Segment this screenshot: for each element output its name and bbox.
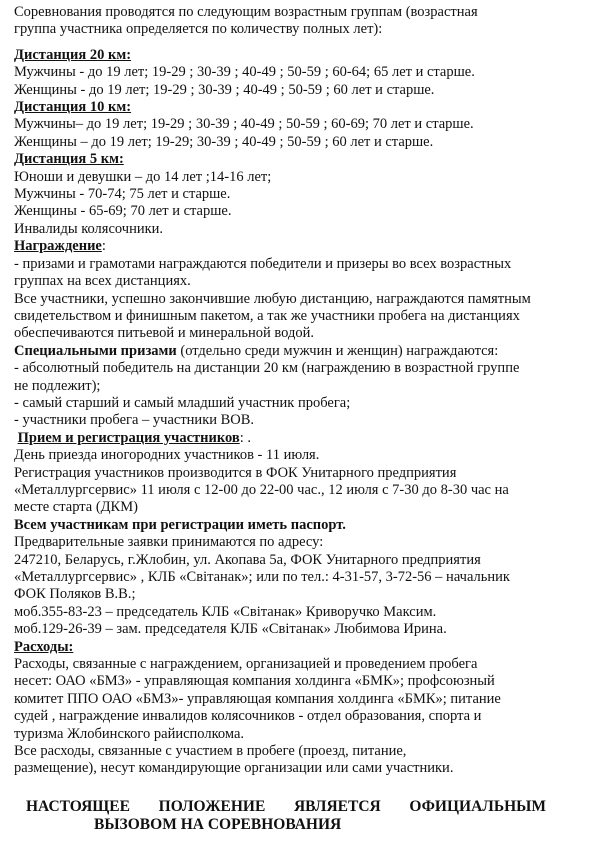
distance-10-women: Женщины – до 19 лет; 19-29; 30-39 ; 40-49 ; 50-59 ; 60 лет и старше. bbox=[14, 133, 434, 150]
distance-5-men: Мужчины - 70-74; 75 лет и старше. bbox=[14, 186, 231, 203]
intro-line-1: Соревнования проводятся по следующим возрастным группам (возрастная bbox=[14, 4, 478, 20]
applications-line-1: Предварительные заявки принимаются по адресу: bbox=[14, 534, 324, 551]
expenses-line-4: судей , награждение инвалидов колясочников - отдел образования, спорта и bbox=[14, 708, 482, 725]
special-prizes-rest: (отдельно среди мужчин и женщин) награждаются: bbox=[176, 342, 499, 359]
passport-requirement: Всем участникам при регистрации иметь паспорт. bbox=[14, 516, 346, 533]
expenses-line-2: несет: ОАО «БМЗ» - управляющая компания холдинга «БМК»; профсоюзный bbox=[14, 673, 495, 690]
distance-20-women: Женщины - до 19 лет; 19-29 ; 30-39 ; 40-49 ; 50-59 ; 60 лет и старше. bbox=[14, 81, 435, 98]
intro-line-2: группа участника определяется по количеству полных лет): bbox=[14, 21, 383, 38]
special-line-1: - абсолютный победитель на дистанции 20 км (награждению в возрастной группе bbox=[14, 360, 520, 377]
registration-line-3: месте старта (ДКМ) bbox=[14, 499, 138, 516]
expenses-line-6: Все расходы, связанные с участием в пробеге (проезд, питание, bbox=[14, 743, 407, 760]
special-line-4: - участники пробега – участники ВОВ. bbox=[14, 412, 255, 429]
distance-20-men: Мужчины - до 19 лет; 19-29 ; 30-39 ; 40-49 ; 50-59 ; 60-64; 65 лет и старше. bbox=[14, 64, 475, 81]
award-line-5: обеспечиваются питьевой и минеральной водой. bbox=[14, 325, 314, 342]
footer-line-2: ВЫЗОВОМ НА СОРЕВНОВАНИЯ bbox=[94, 815, 342, 833]
reception-heading: Прием и регистрация участников bbox=[17, 429, 240, 446]
award-line-1: - призами и грамотами награждаются победители и призеры во всех возрастных bbox=[14, 255, 512, 272]
expenses-heading: Расходы: bbox=[14, 638, 74, 655]
distance-10-heading: Дистанция 10 км: bbox=[14, 99, 132, 116]
reception-heading-tail: : . bbox=[239, 429, 252, 446]
applications-line-4: ФОК Поляков В.В.; bbox=[14, 586, 136, 603]
registration-line-2: «Металлургсервис» 11 июля с 12-00 до 22-00 час., 12 июля с 7-30 до 8-30 час на bbox=[14, 481, 509, 498]
expenses-line-1: Расходы, связанные с награждением, организацией и проведением пробега bbox=[14, 656, 478, 673]
reception-heading-row bbox=[14, 430, 592, 447]
award-heading-colon: : bbox=[101, 238, 106, 255]
distance-5-heading: Дистанция 5 км: bbox=[14, 151, 124, 168]
special-prizes-heading: Специальными призами bbox=[14, 342, 177, 359]
regulation-document bbox=[14, 4, 592, 834]
applications-line-2: 247210, Беларусь, г.Жлобин, ул. Акопава 5а, ФОК Унитарного предприятия bbox=[14, 551, 481, 568]
special-line-3: - самый старший и самый младший участник пробега; bbox=[14, 394, 351, 411]
footer-line-1: НАСТОЯЩЕЕ ПОЛОЖЕНИЕ ЯВЛЯЕТСЯ ОФИЦИАЛЬНЫМ bbox=[26, 797, 546, 815]
distance-5-women: Женщины - 65-69; 70 лет и старше. bbox=[14, 203, 232, 220]
distance-10-men: Мужчины– до 19 лет; 19-29 ; 30-39 ; 40-49 ; 50-59 ; 60-69; 70 лет и старше. bbox=[14, 116, 474, 133]
special-line-2: не подлежит); bbox=[14, 377, 101, 394]
distance-5-wheelchair: Инвалиды колясочники. bbox=[14, 220, 164, 237]
applications-line-5: моб.355-83-23 – председатель КЛБ «Світанак» Криворучко Максим. bbox=[14, 603, 437, 620]
award-heading: Награждение bbox=[14, 238, 102, 255]
applications-line-3: «Металлургсервис» , КЛБ «Світанак»; или по тел.: 4-31-57, 3-72-56 – начальник bbox=[14, 569, 510, 585]
award-line-2: группах на всех дистанциях. bbox=[14, 273, 191, 290]
award-heading-row bbox=[14, 238, 592, 255]
distance-20-heading: Дистанция 20 км: bbox=[14, 46, 132, 63]
expenses-line-7: размещение), несут командирующие организации или сами участники. bbox=[14, 760, 454, 777]
award-line-3: Все участники, успешно закончившие любую дистанцию, награждаются памятным bbox=[14, 290, 531, 307]
registration-line-1: Регистрация участников производится в ФОК Унитарного предприятия bbox=[14, 464, 457, 481]
award-line-4: свидетельством и финишным пакетом, а так же участники пробега на дистанциях bbox=[14, 307, 520, 324]
special-prizes-row bbox=[14, 343, 592, 360]
applications-line-6: моб.129-26-39 – зам. председателя КЛБ «Світанак» Любимова Ирина. bbox=[14, 621, 447, 638]
expenses-line-3: комитет ППО ОАО «БМЗ»- управляющая компания холдинга «БМК»; питание bbox=[14, 690, 501, 707]
distance-5-youth: Юноши и девушки – до 14 лет ;14-16 лет; bbox=[14, 168, 272, 185]
arrival-day: День приезда иногородних участников - 11 июля. bbox=[14, 447, 320, 464]
expenses-line-5: туризма Жлобинского райисполкома. bbox=[14, 725, 245, 742]
